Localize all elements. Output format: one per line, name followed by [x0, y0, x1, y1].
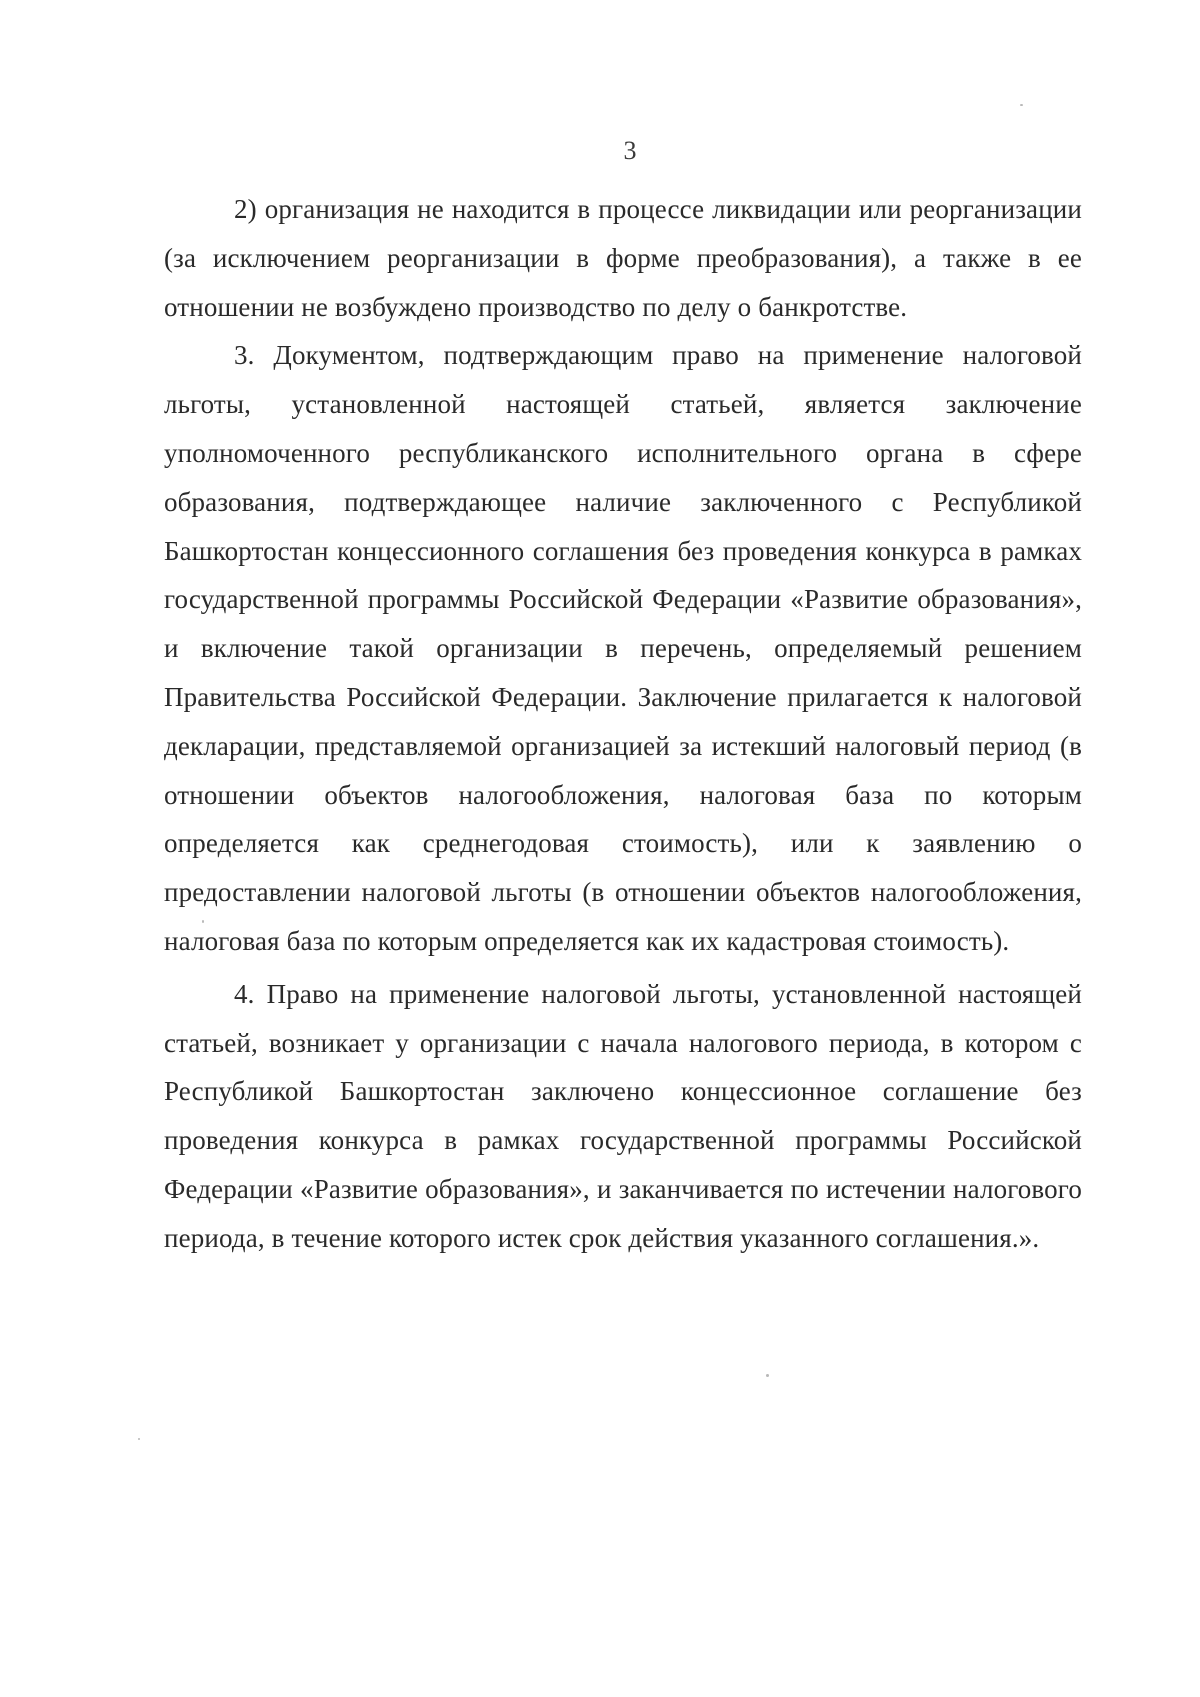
page-number: 3 [623, 136, 637, 165]
paragraph-item-2: 2) организация не находится в процессе ликвидации или реорганизации (за исключением реорганизации в форме преобразования), а также в ее отношении не возбуждено производство по делу о банкротстве. [164, 194, 1082, 322]
document-body [164, 185, 1082, 1263]
paragraph-item-3: 3. Документом, подтверждающим право на применение налоговой льготы, установленной настоящей статьей, является заключение уполномоченного республиканского исполнительного органа в сфере образования, подтверждающее наличие заключенного с Республикой Башкортостан концессионного соглашения без проведения конкурса в рамках государственной программы Российской Федерации «Развитие образования», и включение такой организации в перечень, определяемый решением Правительства Российской Федерации. Заключение прилагается к налоговой декларации, представляемой организацией за истекший налоговый период (в отношении объектов налогообложения, налоговая база по которым определяется как среднегодовая стоимость), или к заявлению о предоставлении налоговой льготы (в отношении объектов налогообложения, налоговая база по которым определяется как их кадастровая стоимость). [164, 340, 1082, 956]
paragraph-item-4: 4. Право на применение налоговой льготы, установленной настоящей статьей, возникает у организации с начала налогового периода, в котором с Республикой Башкортостан заключено концессионное соглашение без проведения конкурса в рамках государственной программы Российской Федерации «Развитие образования», и заканчивается по истечении налогового периода, в течение которого истек срок действия указанного соглашения.». [164, 978, 1082, 1253]
scan-speck [766, 1374, 769, 1377]
scan-speck [138, 1438, 140, 1440]
scan-speck [1020, 104, 1023, 106]
scan-speck [202, 920, 204, 923]
